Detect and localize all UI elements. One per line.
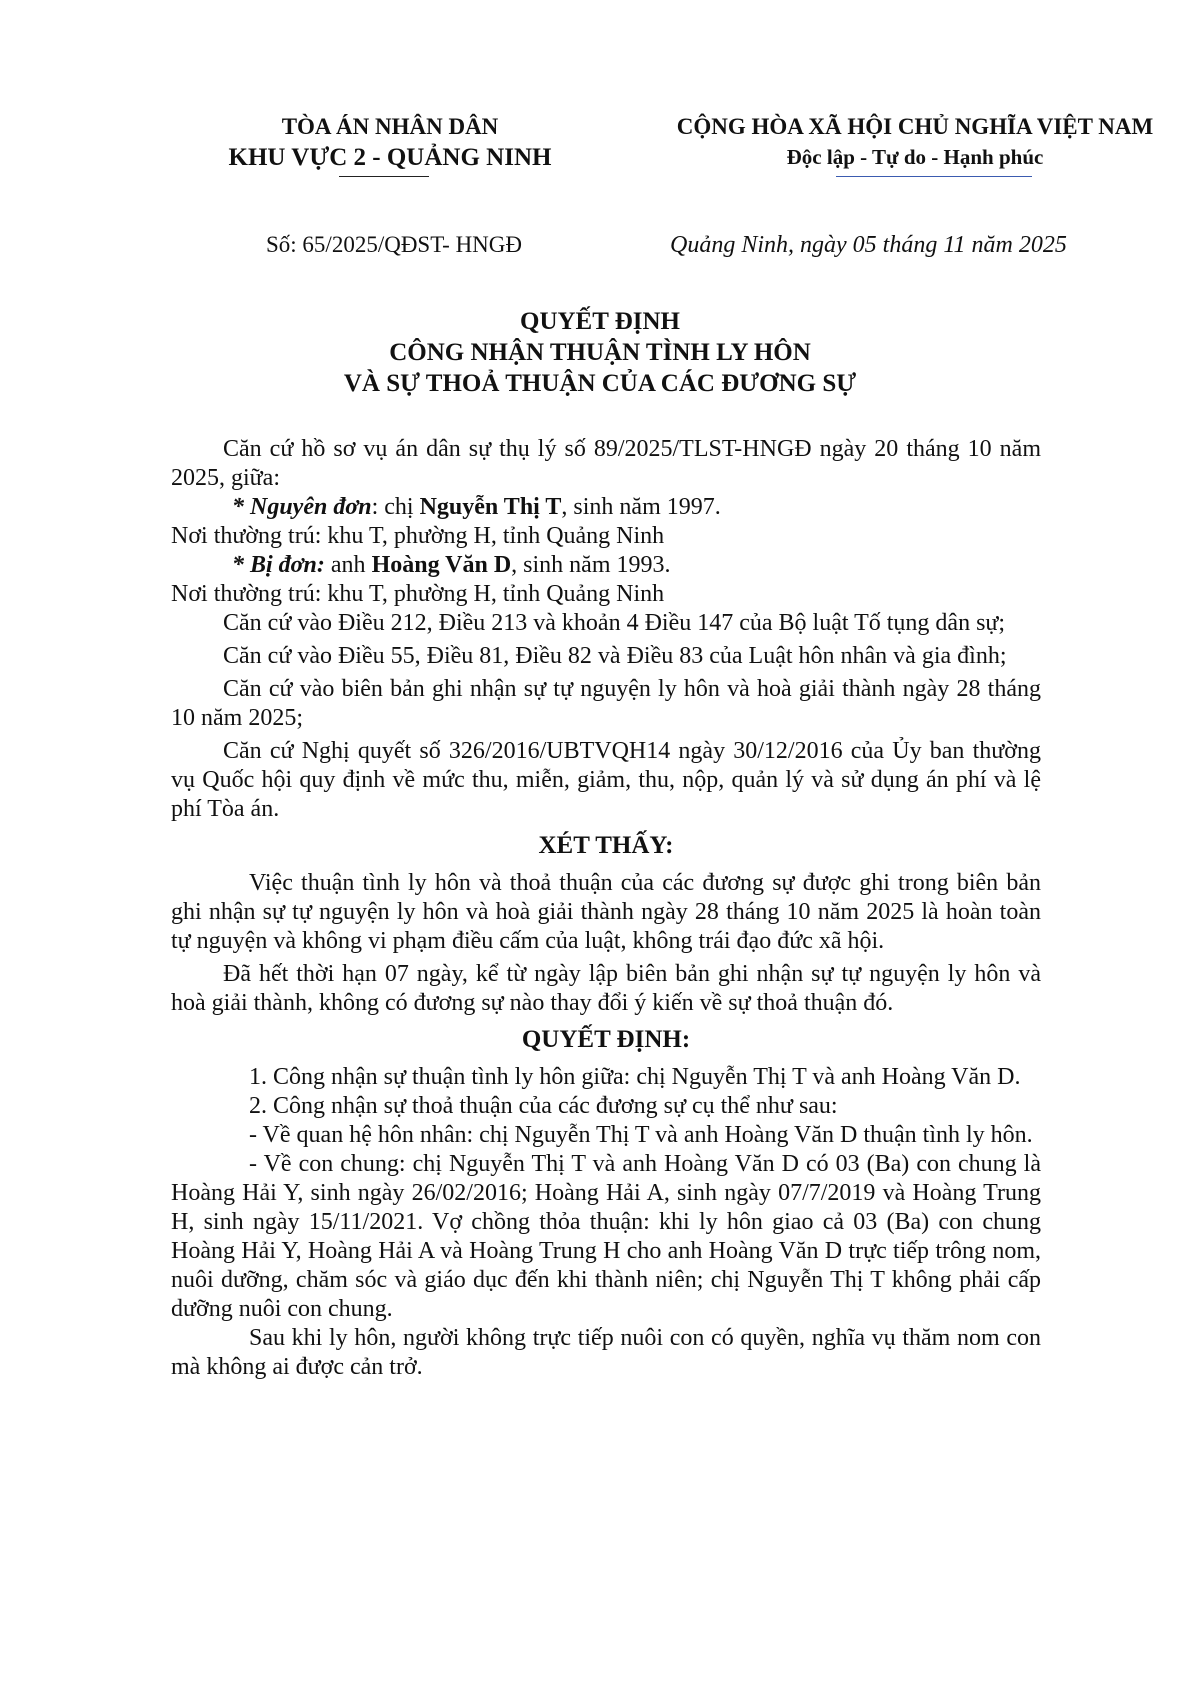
decision-item-2: 2. Công nhận sự thoả thuận của các đương sự cụ thể như sau:: [249, 1093, 838, 1119]
defendant-line: [171, 551, 1041, 580]
marriage-agreement: - Về quan hệ hôn nhân: chị Nguyễn Thị T và anh Hoàng Văn D thuận tình ly hôn.: [249, 1122, 1033, 1148]
decision-item-1: 1. Công nhận sự thuận tình ly hôn giữa: chị Nguyễn Thị T và anh Hoàng Văn D.: [249, 1064, 1021, 1090]
plaintiff-prefix: : chị: [371, 494, 420, 520]
title-line-2: CÔNG NHẬN THUẬN TÌNH LY HÔN: [389, 339, 811, 366]
findings-paragraph-1: Việc thuận tình ly hôn và thoả thuận của các đương sự được ghi trong biên bản ghi nhận sự tự nguyện ly hôn và hoà giải thành ngày 28 tháng 10 năm 2025 là hoàn toàn tự nguyện và không vi phạm điều cấm của luật, không trái đạo đức xã hội.: [171, 870, 1041, 954]
national-motto: Độc lập - Tự do - Hạnh phúc: [786, 145, 1044, 169]
national-title: CỘNG HÒA XÃ HỘI CHỦ NGHĨA VIỆT NAM: [676, 114, 1154, 139]
decision-heading: QUYẾT ĐỊNH:: [521, 1026, 691, 1053]
document-title: [170, 306, 1030, 399]
court-name: TÒA ÁN NHÂN DÂN: [281, 114, 499, 139]
legal-basis-3: Căn cứ vào biên bản ghi nhận sự tự nguyện ly hôn và hoà giải thành ngày 28 tháng 10 năm 2025;: [171, 676, 1041, 731]
motto-underline: [836, 176, 1032, 177]
plaintiff-role: * Nguyên đơn: [232, 494, 372, 520]
defendant-name: Hoàng Văn D: [371, 552, 512, 578]
court-header: [200, 112, 580, 174]
defendant-birth: , sinh năm 1993.: [511, 552, 671, 578]
title-line-3: VÀ SỰ THOẢ THUẬN CỦA CÁC ĐƯƠNG SỰ: [343, 370, 857, 397]
findings-paragraph-2: Đã hết thời hạn 07 ngày, kể từ ngày lập biên bản ghi nhận sự tự nguyện ly hôn và hoà giải thành, không có đương sự nào thay đổi ý kiến về sự thoả thuận đó.: [171, 961, 1041, 1016]
national-header: [640, 112, 1190, 172]
document-body: [171, 435, 1041, 1382]
findings-heading: XÉT THẤY:: [538, 832, 674, 859]
legal-basis-1: Căn cứ vào Điều 212, Điều 213 và khoản 4 Điều 147 của Bộ luật Tố tụng dân sự;: [223, 610, 1006, 636]
plaintiff-line: [171, 493, 1041, 522]
legal-basis-4: Căn cứ Nghị quyết số 326/2016/UBTVQH14 ngày 30/12/2016 của Ủy ban thường vụ Quốc hội quy định về mức thu, miễn, giảm, thu, nộp, quản lý và sử dụng án phí và lệ phí Tòa án.: [171, 738, 1041, 822]
plaintiff-address: Nơi thường trú: khu T, phường H, tỉnh Quảng Ninh: [171, 523, 665, 549]
plaintiff-name: Nguyễn Thị T: [419, 494, 562, 520]
defendant-prefix: anh: [324, 552, 372, 578]
court-region: KHU VỰC 2 - QUẢNG NINH: [228, 144, 552, 171]
defendant-role: * Bị đơn:: [232, 552, 325, 578]
title-line-1: QUYẾT ĐỊNH: [520, 308, 680, 335]
case-basis-paragraph: Căn cứ hồ sơ vụ án dân sự thụ lý số 89/2025/TLST-HNGĐ ngày 20 tháng 10 năm 2025, giữa:: [171, 436, 1041, 491]
children-agreement: - Về con chung: chị Nguyễn Thị T và anh Hoàng Văn D có 03 (Ba) con chung là Hoàng Hải Y, sinh ngày 26/02/2016; Hoàng Hải A, sinh ngày 07/7/2019 và Hoàng Trung H, sinh ngày 15/11/2021. Vợ chồng thỏa thuận: khi ly hôn giao cả 03 (Ba) con chung Hoàng Hải Y, Hoàng Hải A và Hoàng Trung H cho anh Hoàng Văn D trực tiếp trông nom, nuôi dưỡng, chăm sóc và giáo dục đến khi thành niên; chị Nguyễn Thị T không phải cấp dưỡng nuôi con chung.: [171, 1151, 1041, 1322]
place-date: Quảng Ninh, ngày 05 tháng 11 năm 2025: [670, 232, 1067, 258]
court-underline: [339, 176, 429, 177]
visitation-rights: Sau khi ly hôn, người không trực tiếp nuôi con có quyền, nghĩa vụ thăm nom con mà không ai được cản trở.: [171, 1325, 1041, 1380]
decision-number: Số: 65/2025/QĐST- HNGĐ: [266, 232, 523, 257]
plaintiff-birth: , sinh năm 1997.: [561, 494, 721, 520]
legal-basis-2: Căn cứ vào Điều 55, Điều 81, Điều 82 và Điều 83 của Luật hôn nhân và gia đình;: [223, 643, 1007, 669]
defendant-address: Nơi thường trú: khu T, phường H, tỉnh Quảng Ninh: [171, 581, 665, 607]
